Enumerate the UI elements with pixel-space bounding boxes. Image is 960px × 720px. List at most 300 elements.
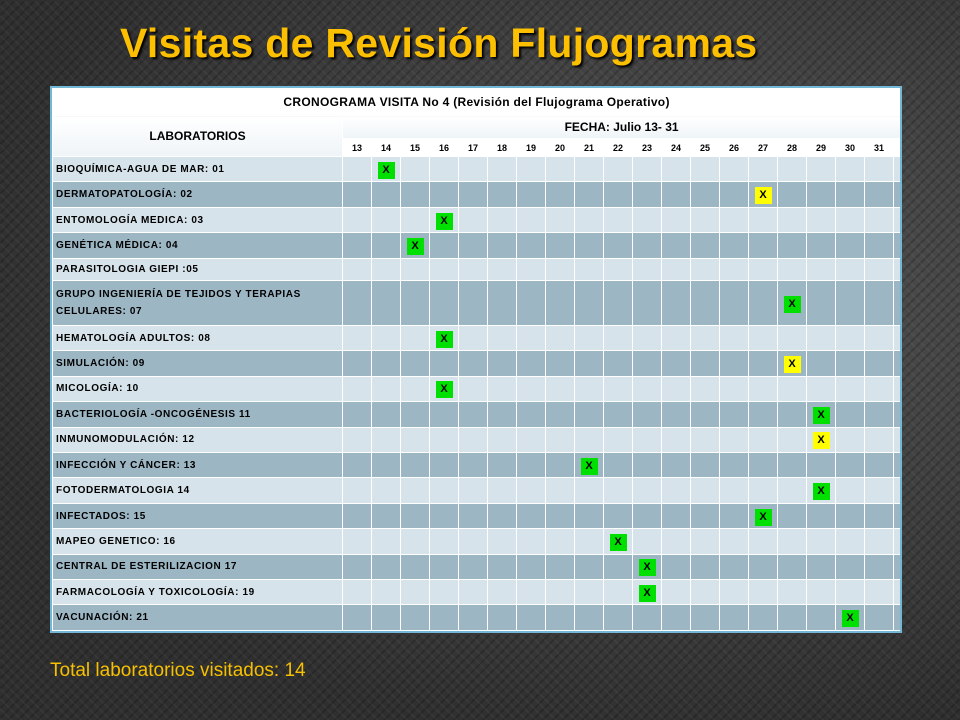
day-header: 14: [372, 139, 401, 157]
schedule-cell: [430, 427, 459, 452]
schedule-cell: [778, 554, 807, 579]
schedule-cell: [401, 281, 430, 325]
schedule-cell: [401, 258, 430, 281]
schedule-cell: [691, 376, 720, 401]
visit-mark: X: [813, 432, 830, 449]
visit-mark: X: [784, 296, 801, 313]
schedule-cell: [749, 580, 778, 605]
table-row: [53, 233, 901, 258]
schedule-cell-spacer: [894, 402, 901, 427]
day-header: 19: [517, 139, 546, 157]
day-header: 22: [604, 139, 633, 157]
lab-name: MICOLOGÍA: 10: [53, 376, 343, 401]
schedule-cell: [604, 503, 633, 528]
schedule-cell: [401, 478, 430, 503]
schedule-cell: [343, 402, 372, 427]
schedule-cell: [865, 478, 894, 503]
lab-name: FARMACOLOGÍA Y TOXICOLOGÍA: 19: [53, 580, 343, 605]
schedule-cell: [691, 182, 720, 207]
table-caption: CRONOGRAMA VISITA No 4 (Revisión del Flujograma Operativo): [53, 89, 901, 116]
schedule-cell: [749, 478, 778, 503]
schedule-cell: [401, 157, 430, 182]
schedule-cell: [720, 325, 749, 350]
schedule-cell: [749, 376, 778, 401]
schedule-cell: [691, 207, 720, 232]
schedule-cell: [575, 182, 604, 207]
schedule-cell: [749, 529, 778, 554]
schedule-cell: [662, 580, 691, 605]
schedule-cell: [430, 452, 459, 477]
day-header: 17: [459, 139, 488, 157]
schedule-cell: [691, 325, 720, 350]
schedule-cell: [517, 580, 546, 605]
schedule-cell: [604, 325, 633, 350]
schedule-cell-spacer: [894, 351, 901, 376]
schedule-cell: [749, 258, 778, 281]
schedule-cell: [633, 605, 662, 631]
schedule-cell: [604, 157, 633, 182]
schedule-cell: [633, 376, 662, 401]
schedule-cell: [604, 351, 633, 376]
schedule-cell-spacer: [894, 452, 901, 477]
schedule-cell: [488, 427, 517, 452]
schedule-cell: [372, 258, 401, 281]
day-header: 21: [575, 139, 604, 157]
schedule-cell: [546, 554, 575, 579]
schedule-cell: [836, 580, 865, 605]
schedule-cell: [459, 233, 488, 258]
total-label: Total laboratorios visitados:: [50, 660, 280, 681]
day-header: 28: [778, 139, 807, 157]
visit-mark: X: [842, 610, 859, 627]
schedule-cell: [372, 580, 401, 605]
day-header: 31: [865, 139, 894, 157]
schedule-cell-spacer: [894, 207, 901, 232]
schedule-cell: [430, 376, 459, 401]
schedule-cell: [517, 207, 546, 232]
schedule-cell: [778, 157, 807, 182]
schedule-cell: [691, 529, 720, 554]
schedule-cell: [749, 233, 778, 258]
schedule-cell: [778, 233, 807, 258]
schedule-cell: [691, 233, 720, 258]
schedule-cell: [546, 351, 575, 376]
schedule-cell: [807, 157, 836, 182]
schedule-cell: [865, 580, 894, 605]
schedule-cell: [807, 478, 836, 503]
schedule-cell-spacer: [894, 478, 901, 503]
table-row: [53, 376, 901, 401]
schedule-cell: [517, 376, 546, 401]
lab-name: MAPEO GENETICO: 16: [53, 529, 343, 554]
schedule-cell: [807, 351, 836, 376]
schedule-table-frame: [50, 86, 902, 633]
table-row: [53, 452, 901, 477]
schedule-cell: [778, 182, 807, 207]
day-header: 16: [430, 139, 459, 157]
schedule-cell: [749, 427, 778, 452]
schedule-cell: [662, 207, 691, 232]
visit-mark: X: [784, 356, 801, 373]
schedule-cell: [343, 580, 372, 605]
schedule-cell: [459, 376, 488, 401]
schedule-cell: [749, 325, 778, 350]
schedule-cell: [372, 402, 401, 427]
schedule-cell-spacer: [894, 376, 901, 401]
day-header: 24: [662, 139, 691, 157]
visit-mark: X: [755, 509, 772, 526]
schedule-cell: [749, 554, 778, 579]
schedule-cell: [836, 376, 865, 401]
schedule-cell: [778, 605, 807, 631]
schedule-cell: [633, 478, 662, 503]
schedule-cell: [778, 503, 807, 528]
schedule-cell: [778, 580, 807, 605]
schedule-cell: [459, 325, 488, 350]
schedule-cell: [517, 605, 546, 631]
schedule-cell: [575, 529, 604, 554]
schedule-cell: [343, 529, 372, 554]
schedule-cell: [691, 478, 720, 503]
schedule-cell: [865, 605, 894, 631]
schedule-cell: [691, 452, 720, 477]
schedule-cell: [430, 478, 459, 503]
schedule-cell: [575, 281, 604, 325]
schedule-cell: [836, 503, 865, 528]
schedule-cell: [488, 452, 517, 477]
schedule-cell: [749, 351, 778, 376]
schedule-cell: [430, 182, 459, 207]
schedule-cell: [575, 207, 604, 232]
schedule-cell: [459, 427, 488, 452]
schedule-cell: [372, 351, 401, 376]
schedule-cell: [865, 207, 894, 232]
schedule-cell: [865, 427, 894, 452]
schedule-cell: [633, 233, 662, 258]
schedule-cell: [865, 503, 894, 528]
schedule-cell: [604, 281, 633, 325]
schedule-cell: [517, 554, 546, 579]
lab-name: INMUNOMODULACIÓN: 12: [53, 427, 343, 452]
schedule-cell: [807, 503, 836, 528]
lab-name: DERMATOPATOLOGÍA: 02: [53, 182, 343, 207]
schedule-cell: [662, 157, 691, 182]
schedule-cell: [778, 376, 807, 401]
schedule-cell: [720, 402, 749, 427]
schedule-cell-spacer: [894, 157, 901, 182]
schedule-cell: [807, 580, 836, 605]
schedule-cell: [778, 351, 807, 376]
table-row: [53, 605, 901, 631]
schedule-cell: [372, 281, 401, 325]
schedule-cell: [749, 207, 778, 232]
schedule-cell: [865, 182, 894, 207]
schedule-cell: [430, 207, 459, 232]
schedule-cell: [836, 402, 865, 427]
schedule-cell: [488, 529, 517, 554]
schedule-cell-spacer: [894, 503, 901, 528]
schedule-cell: [865, 281, 894, 325]
schedule-cell: [401, 503, 430, 528]
schedule-cell: [372, 529, 401, 554]
schedule-cell: [836, 427, 865, 452]
schedule-cell: [662, 376, 691, 401]
schedule-cell: [575, 376, 604, 401]
schedule-cell: [720, 157, 749, 182]
schedule-cell: [662, 233, 691, 258]
schedule-cell: [662, 478, 691, 503]
schedule-cell: [459, 529, 488, 554]
table-row: [53, 207, 901, 232]
schedule-cell: [633, 427, 662, 452]
schedule-cell: [633, 325, 662, 350]
schedule-cell: [401, 402, 430, 427]
schedule-cell: [517, 325, 546, 350]
schedule-cell: [430, 503, 459, 528]
schedule-cell: [865, 554, 894, 579]
schedule-cell: [517, 258, 546, 281]
visit-mark: X: [436, 381, 453, 398]
schedule-cell: [720, 452, 749, 477]
table-row: [53, 258, 901, 281]
day-header: 25: [691, 139, 720, 157]
schedule-cell: [517, 157, 546, 182]
schedule-cell: [546, 529, 575, 554]
schedule-cell: [430, 325, 459, 350]
schedule-cell: [459, 605, 488, 631]
schedule-cell: [720, 376, 749, 401]
schedule-cell: [604, 452, 633, 477]
schedule-cell: [575, 157, 604, 182]
schedule-cell: [633, 503, 662, 528]
schedule-cell: [778, 207, 807, 232]
day-header: 13: [343, 139, 372, 157]
schedule-cell: [401, 427, 430, 452]
schedule-cell: [720, 207, 749, 232]
schedule-cell: [691, 554, 720, 579]
schedule-cell: [401, 376, 430, 401]
schedule-cell: [488, 351, 517, 376]
table-row: [53, 402, 901, 427]
schedule-cell-spacer: [894, 325, 901, 350]
lab-name: GRUPO INGENIERÍA DE TEJIDOS Y TERAPIAS CELULARES: 07: [53, 281, 343, 325]
day-header-spacer: [894, 139, 901, 157]
schedule-cell: [488, 503, 517, 528]
schedule-cell: [430, 281, 459, 325]
schedule-cell: [517, 427, 546, 452]
lab-name: CENTRAL DE ESTERILIZACION 17: [53, 554, 343, 579]
schedule-cell: [807, 182, 836, 207]
schedule-cell: [807, 281, 836, 325]
schedule-cell: [575, 325, 604, 350]
schedule-cell: [836, 281, 865, 325]
schedule-cell: [778, 427, 807, 452]
table-row: [53, 325, 901, 350]
schedule-cell: [372, 157, 401, 182]
schedule-cell: [546, 376, 575, 401]
schedule-cell: [430, 233, 459, 258]
schedule-cell: [575, 402, 604, 427]
day-header: 15: [401, 139, 430, 157]
schedule-cell: [488, 605, 517, 631]
visit-mark: X: [407, 238, 424, 255]
schedule-cell: [836, 351, 865, 376]
schedule-cell: [691, 351, 720, 376]
schedule-cell: [807, 402, 836, 427]
schedule-cell: [807, 376, 836, 401]
schedule-cell: [401, 233, 430, 258]
table-row: [53, 182, 901, 207]
schedule-cell: [343, 281, 372, 325]
schedule-cell: [401, 207, 430, 232]
lab-name: BIOQUÍMICA-AGUA DE MAR: 01: [53, 157, 343, 182]
schedule-cell: [604, 376, 633, 401]
schedule-cell: [865, 258, 894, 281]
schedule-cell: [633, 182, 662, 207]
schedule-cell: [372, 325, 401, 350]
schedule-cell: [343, 376, 372, 401]
schedule-cell: [430, 351, 459, 376]
table-row: [53, 529, 901, 554]
visit-mark: X: [813, 407, 830, 424]
schedule-cell: [430, 157, 459, 182]
schedule-cell: [662, 452, 691, 477]
schedule-cell: [720, 478, 749, 503]
schedule-cell: [459, 157, 488, 182]
schedule-cell: [720, 503, 749, 528]
schedule-cell: [662, 182, 691, 207]
schedule-cell: [720, 258, 749, 281]
schedule-cell: [749, 503, 778, 528]
schedule-cell: [459, 281, 488, 325]
schedule-cell: [372, 452, 401, 477]
schedule-cell: [488, 376, 517, 401]
schedule-cell: [604, 258, 633, 281]
schedule-cell: [604, 529, 633, 554]
schedule-cell: [720, 605, 749, 631]
schedule-cell: [749, 281, 778, 325]
schedule-cell: [430, 580, 459, 605]
schedule-cell: [372, 233, 401, 258]
schedule-cell: [343, 233, 372, 258]
schedule-cell: [488, 233, 517, 258]
schedule-cell: [488, 207, 517, 232]
schedule-cell: [517, 182, 546, 207]
schedule-cell: [488, 478, 517, 503]
visit-mark: X: [436, 331, 453, 348]
schedule-cell: [662, 325, 691, 350]
schedule-cell: [488, 157, 517, 182]
schedule-cell: [633, 157, 662, 182]
schedule-cell: [430, 605, 459, 631]
schedule-cell: [720, 233, 749, 258]
schedule-cell: [401, 580, 430, 605]
schedule-cell-spacer: [894, 182, 901, 207]
schedule-cell: [372, 207, 401, 232]
schedule-cell: [546, 402, 575, 427]
schedule-cell: [807, 207, 836, 232]
schedule-cell: [488, 325, 517, 350]
schedule-cell: [749, 402, 778, 427]
schedule-cell: [575, 427, 604, 452]
schedule-cell-spacer: [894, 427, 901, 452]
schedule-cell: [604, 182, 633, 207]
schedule-cell: [836, 207, 865, 232]
schedule-cell: [546, 478, 575, 503]
schedule-cell: [720, 182, 749, 207]
schedule-cell: [372, 478, 401, 503]
lab-name: BACTERIOLOGÍA -ONCOGÉNESIS 11: [53, 402, 343, 427]
schedule-cell: [836, 452, 865, 477]
schedule-cell: [604, 207, 633, 232]
table-row: [53, 427, 901, 452]
schedule-cell: [575, 580, 604, 605]
schedule-cell: [546, 427, 575, 452]
schedule-cell-spacer: [894, 605, 901, 631]
schedule-cell: [546, 157, 575, 182]
schedule-cell: [517, 503, 546, 528]
schedule-cell: [575, 605, 604, 631]
schedule-cell: [430, 258, 459, 281]
schedule-cell: [401, 325, 430, 350]
schedule-cell: [778, 478, 807, 503]
table-row: [53, 503, 901, 528]
visit-mark: X: [436, 213, 453, 230]
schedule-cell: [343, 605, 372, 631]
schedule-cell-spacer: [894, 529, 901, 554]
schedule-cell: [749, 157, 778, 182]
schedule-cell: [343, 427, 372, 452]
schedule-cell: [459, 258, 488, 281]
table-row: [53, 351, 901, 376]
visit-mark: X: [755, 187, 772, 204]
schedule-cell: [430, 402, 459, 427]
schedule-cell: [807, 554, 836, 579]
schedule-cell-spacer: [894, 281, 901, 325]
schedule-cell: [604, 427, 633, 452]
schedule-cell: [546, 281, 575, 325]
schedule-cell: [604, 478, 633, 503]
schedule-cell: [459, 452, 488, 477]
schedule-cell: [604, 402, 633, 427]
schedule-cell: [488, 554, 517, 579]
schedule-cell: [343, 325, 372, 350]
schedule-cell: [836, 554, 865, 579]
day-header: 29: [807, 139, 836, 157]
day-header: 27: [749, 139, 778, 157]
schedule-cell: [633, 207, 662, 232]
schedule-cell: [807, 233, 836, 258]
table-row: [53, 478, 901, 503]
schedule-cell: [633, 351, 662, 376]
schedule-cell: [459, 402, 488, 427]
schedule-cell-spacer: [894, 233, 901, 258]
schedule-cell: [343, 182, 372, 207]
lab-name: HEMATOLOGÍA ADULTOS: 08: [53, 325, 343, 350]
schedule-cell: [836, 478, 865, 503]
schedule-cell: [662, 554, 691, 579]
day-header: 20: [546, 139, 575, 157]
total-labs-visited: [50, 660, 306, 682]
schedule-cell: [807, 325, 836, 350]
schedule-cell: [517, 233, 546, 258]
schedule-cell: [546, 452, 575, 477]
date-range-header: FECHA: Julio 13- 31: [343, 116, 901, 139]
schedule-cell: [459, 207, 488, 232]
schedule-cell: [517, 351, 546, 376]
schedule-cell: [575, 258, 604, 281]
schedule-cell: [575, 452, 604, 477]
